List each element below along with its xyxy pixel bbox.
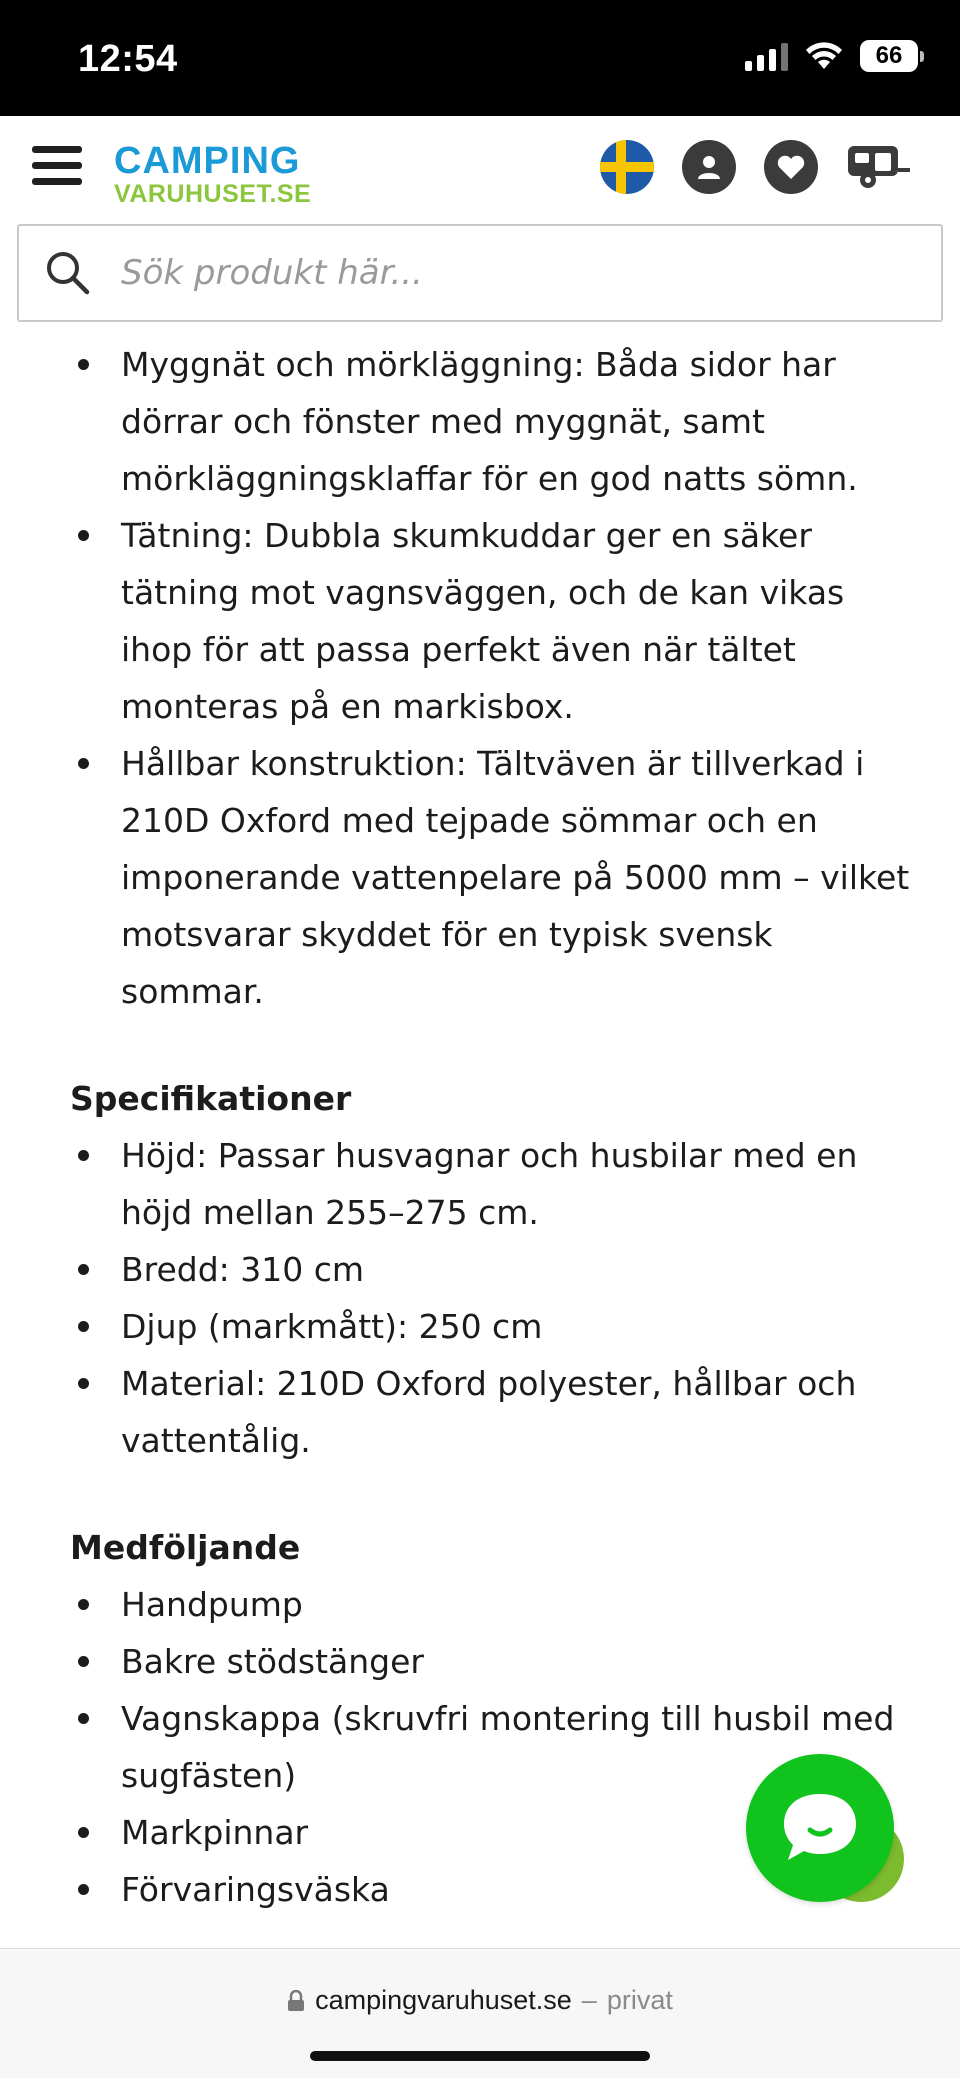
swedish-flag-icon[interactable] <box>600 140 654 194</box>
included-item: Förvaringsväska <box>70 1861 960 1918</box>
search-icon[interactable] <box>43 248 93 298</box>
caravan-icon[interactable] <box>846 140 912 194</box>
chat-bubble-icon <box>780 1790 860 1866</box>
status-time: 12:54 <box>78 38 178 80</box>
included-item: Handpump <box>70 1576 960 1633</box>
included-heading: Medföljande <box>70 1528 301 1567</box>
browser-bar <box>0 1948 960 2078</box>
menu-icon[interactable] <box>32 146 82 192</box>
cellular-signal-icon <box>745 41 788 71</box>
logo-text-bottom: VARUHUSET.SE <box>114 180 312 208</box>
feature-item: Tätning: Dubbla skumkuddar ger en säker tätning mot vagnsväggen, och de kan vikas ihop för att passa perfekt även när tältet monteras på en markisbox. <box>70 507 960 735</box>
search-input[interactable] <box>119 242 899 304</box>
included-item: Vagnskappa (skruvfri montering till husbil med sugfästen) <box>70 1690 960 1804</box>
included-item: Bakre stödstänger <box>70 1633 960 1690</box>
included-item: Markpinnar <box>70 1804 960 1861</box>
status-icons <box>745 40 918 72</box>
chat-button[interactable] <box>746 1754 894 1902</box>
spec-item: Höjd: Passar husvagnar och husbilar med en höjd mellan 255–275 cm. <box>70 1127 960 1241</box>
spec-item: Material: 210D Oxford polyester, hållbar och vattentålig. <box>70 1355 960 1469</box>
url-separator: – <box>581 1985 597 2015</box>
heart-icon[interactable] <box>764 140 818 194</box>
home-indicator[interactable] <box>310 2051 650 2061</box>
feature-list <box>0 336 960 1020</box>
product-description <box>0 336 960 1946</box>
feature-item: Hållbar konstruktion: Tältväven är tillverkad i 210D Oxford med tejpade sömmar och en imponerande vattenpelare på 5000 mm – vilket motsvarar skyddet för en typisk svensk sommar. <box>70 735 960 1020</box>
site-header <box>0 116 960 224</box>
account-icon[interactable] <box>682 140 736 194</box>
private-mode-label: privat <box>606 1985 673 2015</box>
specifications-list <box>0 1127 960 1469</box>
address-bar[interactable] <box>0 1985 960 2016</box>
status-bar <box>0 0 960 116</box>
spec-item: Djup (markmått): 250 cm <box>70 1298 960 1355</box>
header-icons <box>600 140 912 194</box>
site-logo[interactable] <box>114 142 311 207</box>
lock-icon <box>287 1990 305 2012</box>
specifications-heading: Specifikationer <box>70 1079 352 1118</box>
logo-text-top: CAMPING <box>114 140 301 182</box>
battery-indicator: 66 <box>860 40 918 72</box>
feature-item: Myggnät och mörkläggning: Båda sidor har dörrar och fönster med myggnät, samt mörkläggningsklaffar för en god natts sömn. <box>70 336 960 507</box>
url-domain: campingvaruhuset.se <box>315 1985 572 2015</box>
wifi-icon <box>804 41 844 71</box>
search-box[interactable] <box>17 224 943 322</box>
spec-item: Bredd: 310 cm <box>70 1241 960 1298</box>
